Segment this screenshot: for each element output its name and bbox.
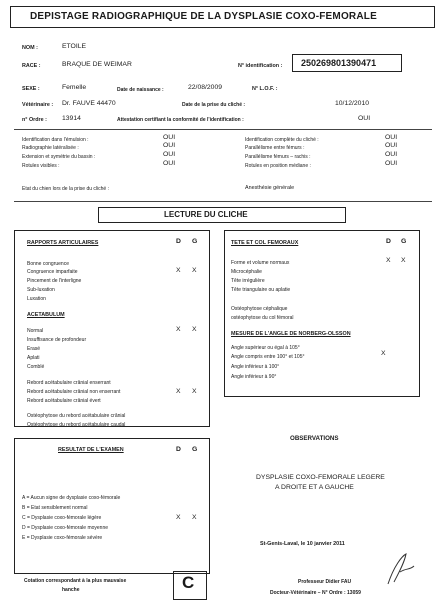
list-item: D = Dysplasie coxo-fémorale moyenne (22, 525, 109, 531)
separator-line (14, 201, 432, 202)
list-item: Angle compris entre 100° et 105° (231, 354, 305, 360)
list-item: ostéophytose du col fémoral (231, 315, 294, 321)
list-item: Ostéophytose céphalique (231, 306, 288, 312)
list-item: Angle supérieur ou égal à 105° (231, 345, 300, 351)
cotation-label: Cotation correspondant à la plus mauvaise (24, 578, 127, 584)
lieu-date: St-Genis-Laval, le 10 janvier 2011 (260, 541, 345, 547)
nom-value: ETOILE (62, 43, 87, 50)
etat-value: Anesthésie générale (245, 185, 295, 191)
col-g: G (192, 238, 198, 245)
check-value: OUI (163, 142, 176, 149)
mark-g: X (192, 326, 197, 333)
race-label: RACE : (22, 63, 41, 69)
separator-line (14, 129, 432, 130)
cotation-label-2: hanche (62, 587, 80, 593)
list-item: C = Dysplasie coxo-fémorale légère (22, 515, 102, 521)
list-item: Insuffisance de profondeur (27, 337, 87, 343)
signature-mark (380, 548, 420, 588)
mark-d: X (176, 514, 181, 521)
attest-label: Attestation certifiant la conformité de l'identification : (117, 117, 244, 123)
list-item: Luxation (27, 296, 46, 302)
col-d: D (386, 238, 391, 245)
list-item: Comblé (27, 364, 45, 370)
mark-g: X (401, 257, 406, 264)
list-item: Tête triangulaire ou aplatie (231, 287, 291, 293)
list-item: Ostéophytose du rebord acétabulaire caudal (27, 422, 126, 428)
mark-d: X (176, 326, 181, 333)
list-item: Ostéophytose du rebord acétabulaire crânial (27, 413, 126, 419)
docteur-line: Docteur-Vétérinaire – N° Ordre : 13059 (270, 590, 361, 596)
attest-value: OUI (358, 115, 371, 122)
list-item: Sub-luxation (27, 287, 55, 293)
race-value: BRAQUE DE WEIMAR (62, 61, 132, 68)
resultat-title: RESULTAT DE L'EXAMEN (58, 447, 124, 453)
mark-d: X (176, 388, 181, 395)
tete-title: TETE ET COL FEMORAUX (231, 240, 299, 246)
check-label: Rotules en position médiane : (245, 163, 311, 169)
col-g: G (401, 238, 407, 245)
mark-g: X (192, 514, 197, 521)
lecture-title: LECTURE DU CLICHE (164, 210, 248, 219)
id-label: N° identification : (238, 63, 283, 69)
vet-label: Vétérinaire : (22, 102, 54, 108)
list-item: Normal (27, 328, 44, 334)
mark-g: X (192, 267, 197, 274)
sexe-label: SEXE : (22, 86, 40, 92)
ordre-value: 13914 (62, 115, 81, 122)
list-item: Pincement de l'interligne (27, 278, 82, 284)
page-title: DEPISTAGE RADIOGRAPHIQUE DE LA DYSPLASIE COXO-FEMORALE (30, 11, 377, 22)
list-item: E = Dysplasie coxo-fémorale sévère (22, 535, 103, 541)
check-value: OUI (163, 151, 176, 158)
mark-d: X (386, 257, 391, 264)
list-item: Congruence imparfaite (27, 269, 78, 275)
lof-label: N° L.O.F. : (252, 86, 278, 92)
check-value: OUI (385, 142, 398, 149)
check-value: OUI (163, 160, 176, 167)
list-item: Forme et volume normaux (231, 260, 290, 266)
col-d: D (176, 446, 181, 453)
naiss-value: 22/08/2009 (188, 84, 223, 91)
prise-label: Date de la prise du cliché : (182, 102, 246, 108)
list-item: Bonne congruence (27, 261, 69, 267)
check-value: OUI (385, 134, 398, 141)
prof-name: Professeur Didier FAU (298, 579, 352, 585)
ordre-label: n° Ordre : (22, 117, 47, 123)
list-item: A = Aucun signe de dysplasie coxo-fémorale (22, 495, 121, 501)
check-label: Rotules visibles : (22, 163, 60, 169)
observation-line: DYSPLASIE COXO-FEMORALE LEGERE (256, 474, 385, 481)
list-item: Angle inférieur à 100° (231, 364, 280, 370)
check-value: OUI (385, 160, 398, 167)
list-item: Erasé (27, 346, 41, 352)
sexe-value: Femelle (62, 84, 87, 91)
id-value: 250269801390471 (301, 58, 377, 68)
list-item: Angle inférieur à 90° (231, 374, 277, 380)
check-label: Parallélisme fémurs – rachis : (245, 154, 311, 160)
mark-d: X (176, 267, 181, 274)
list-item: Aplati (27, 355, 40, 361)
list-item: B = Etat sensiblement normal (22, 505, 88, 511)
list-item: Rebord acétabulaire crânial enserrant (27, 380, 111, 386)
norberg-title: MESURE DE L'ANGLE DE NORBERG-OLSSON (231, 331, 351, 337)
col-d: D (176, 238, 181, 245)
list-item: Rebord acétabulaire crânial évert (27, 398, 101, 404)
naiss-label: Date de naissance : (117, 87, 164, 93)
observations-title: OBSERVATIONS (290, 435, 339, 442)
mark-d: X (381, 350, 386, 357)
check-value: OUI (163, 134, 176, 141)
list-item: Rebord acétabulaire crânial non enserrant (27, 389, 121, 395)
check-label: Radiographie latéralisée : (22, 145, 79, 151)
check-label: Identification dans l'émulsion : (22, 137, 89, 143)
mark-g: X (192, 388, 197, 395)
cotation-value: C (182, 573, 195, 592)
etat-label: Etat du chien lors de la prise du cliché : (22, 186, 109, 192)
prise-value: 10/12/2010 (335, 100, 370, 107)
vet-value: Dr. FAUVE 44470 (62, 100, 116, 107)
list-item: Microcéphalie (231, 269, 262, 275)
rapports-title: RAPPORTS ARTICULAIRES (27, 240, 99, 246)
list-item: Tête irrégulière (231, 278, 265, 284)
check-label: Parallélisme entre fémurs : (245, 145, 305, 151)
nom-label: NOM : (22, 45, 38, 51)
tete-box (224, 230, 420, 397)
check-label: Extension et symétrie du bassin : (22, 154, 96, 160)
check-value: OUI (385, 151, 398, 158)
observation-line: A DROITE ET A GAUCHE (275, 484, 354, 491)
check-label: Identification complète du cliché : (245, 137, 319, 143)
col-g: G (192, 446, 198, 453)
acetabulum-title: ACETABULUM (27, 312, 65, 318)
